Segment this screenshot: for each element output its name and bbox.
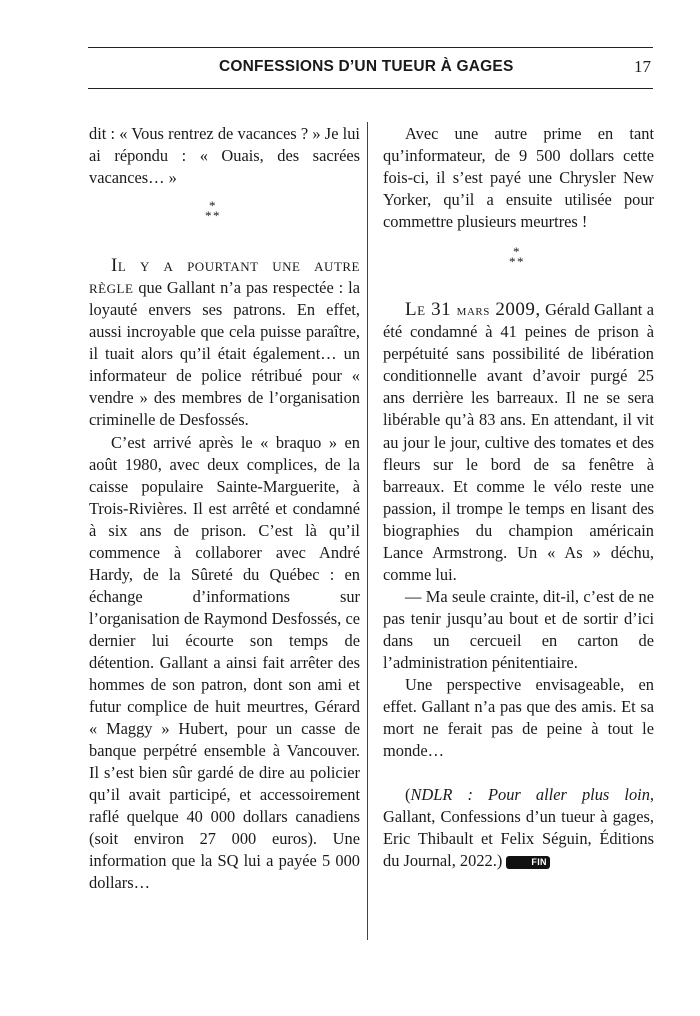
asterism-icon: * [509, 254, 516, 270]
column-divider [367, 122, 368, 940]
asterism-icon: * [213, 208, 220, 224]
asterism-icon: * [209, 198, 216, 214]
paragraph: Le 31 mars 2009, Gérald Gallant a été condamné à 41 peines de prison à perpétuité sans possibilité de libération conditionnelle avant d’avoir purgé 25 ans derrière les barreaux. Il ne se sera libérable qu’à 83 ans. En attendant, il vit au jour le jour, cultive des tomates et des fleurs sur le bord de sa fenêtre à barreaux. Et comme le vélo reste une passion, il trompe le temps en lisant des biographies du champion américain Lance Armstrong. Un « As » déchu, comme lui. [383, 299, 655, 584]
lead-in-word: Le [405, 299, 426, 321]
asterism-icon: * [513, 244, 520, 260]
paragraph: C’est arrivé après le « braquo » en août 1980, avec deux complices, de la caisse populaire Sainte-Marguerite, à Trois-Rivières. Il est arrêté et condamné à six ans de prison. C’est là qu’il commence à collaborer avec André Hardy, de la Sûreté du Québec : en échange d’informations sur l’organisation de Raymond Desfossés, ce dernier lui écourte son temps de détention. Gallant a ainsi fait arrêter des hommes de son patron, dont son ami et futur complice de huit meurtres, Gérard « Maggy » Hubert, pour un casse de banque perpétré ensemble à Vancouver. Il s’est bien sûr gardé de dire au policier qu’il avait participé, et accessoirement raflé quelque 40 000 dollars canadiens (soit environ 27 000 euros). Une information que la SQ lui a payée 5 000 dollars… [89, 432, 360, 893]
asterism-divider [383, 233, 654, 299]
fin-badge: FIN [506, 856, 549, 869]
paragraph: — Ma seule crainte, dit-il, c’est de ne pas tenir jusqu’au bout et de sortir d’ici dans un cercueil en carton de l’administration pénitentiaire. [383, 586, 654, 672]
lead-in-small-caps: Il y a pourtant une autre règle [89, 255, 360, 299]
asterism-icon: * [205, 208, 212, 224]
paragraph: Une perspective envisageable, en effet. Gallant n’a pas que des amis. Et sa mort ne ferait pas de peine à tout le monde… [383, 675, 654, 761]
editor-note: (NDLR : Pour aller plus loin, Gallant, Confessions d’un tueur à gages, Eric Thibault et Felix Séguin, Éditions du Journal, 2022.) FIN [383, 785, 654, 871]
page-number: 17 [634, 57, 651, 76]
right-column [383, 123, 654, 872]
paragraph: Il y a pourtant une autre règle que Gallant n’a pas respectée : la loyauté envers ses patrons. En effet, aussi incroyable que cela puisse paraître, il tuait alors qu’il était également… un informateur de police rétribué pour « vendre » des membres de l’organisation criminelle de Desfossés. [89, 255, 360, 430]
left-column [89, 123, 360, 895]
paragraph: dit : « Vous rentrez de vacances ? » Je lui ai répondu : « Ouais, des sacrées vacances… » [89, 124, 360, 188]
running-header [88, 47, 653, 89]
asterism-divider [89, 189, 360, 255]
spacer [383, 762, 654, 784]
header-title: CONFESSIONS D’UN TUEUR À GAGES [219, 58, 514, 75]
paragraph: Avec une autre prime en tant qu’informateur, de 9 500 dollars cette fois-ci, il s’est payé une Chrysler New Yorker, qu’il a ensuite utilisée pour commettre plusieurs meurtres ! [383, 124, 654, 232]
asterism-icon: * [517, 254, 524, 270]
